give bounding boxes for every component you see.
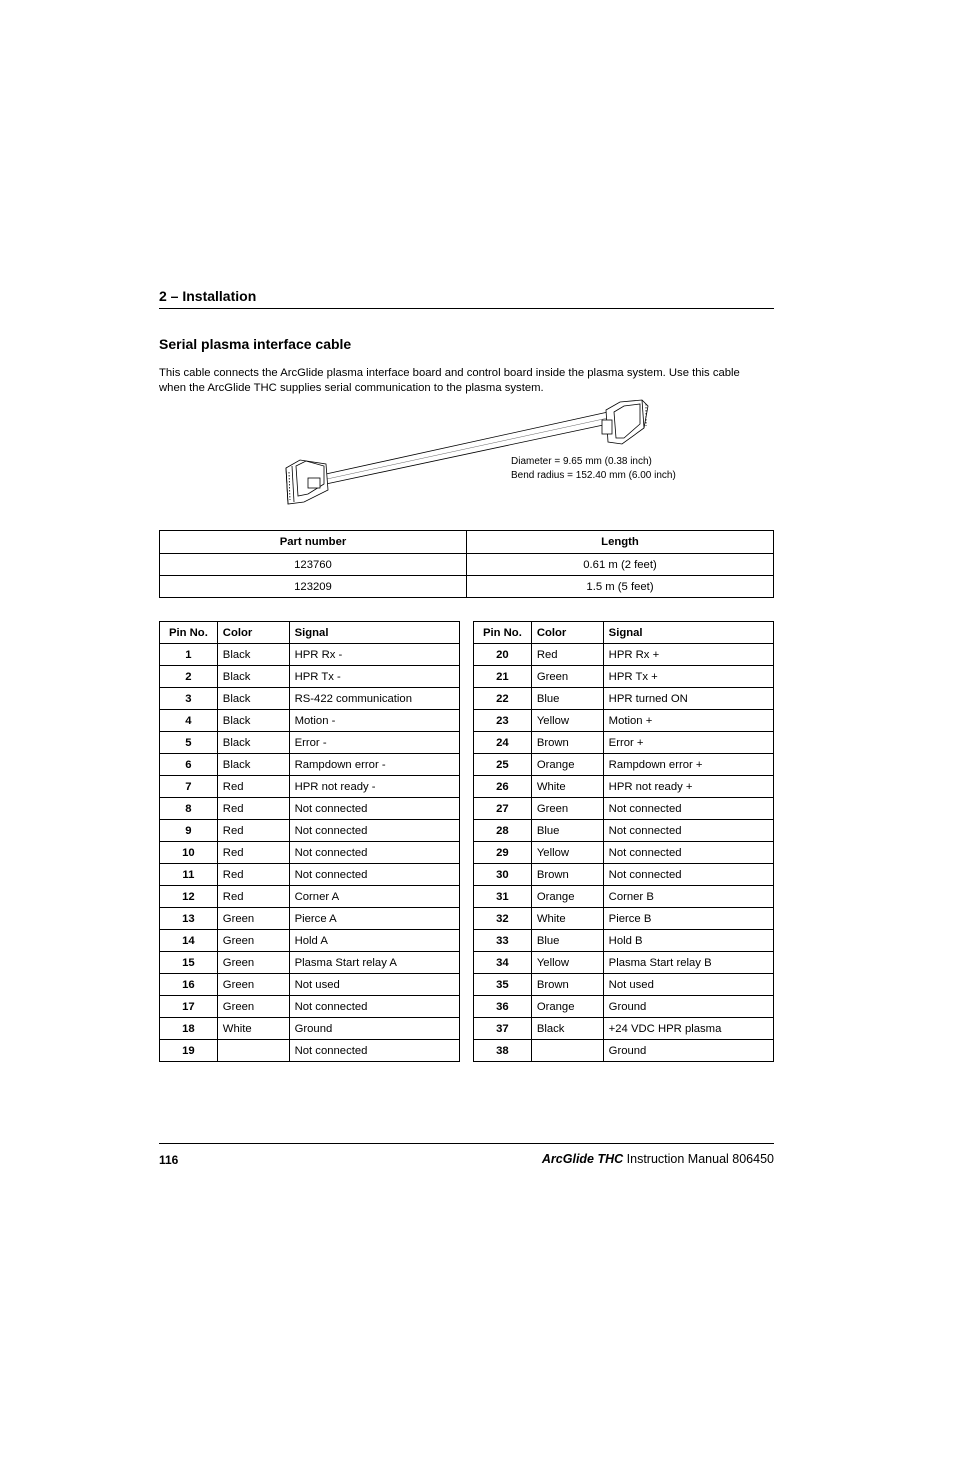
table-row bbox=[474, 930, 774, 952]
table-row bbox=[160, 1018, 460, 1040]
pin-number-cell: 9 bbox=[160, 820, 218, 842]
wire-color-cell: Black bbox=[531, 1018, 603, 1040]
header-color: Color bbox=[217, 622, 289, 644]
wire-color-cell: Green bbox=[531, 798, 603, 820]
intro-line-1: This cable connects the ArcGlide plasma interface board and control board inside the plasma system. Use this cable bbox=[159, 367, 740, 379]
intro-line-2: when the ArcGlide THC supplies serial communication to the plasma system. bbox=[159, 382, 544, 394]
wire-color-cell: Green bbox=[217, 996, 289, 1018]
cable-illustration bbox=[278, 398, 698, 510]
table-row bbox=[474, 710, 774, 732]
wire-color-cell: Blue bbox=[531, 930, 603, 952]
table-row bbox=[474, 688, 774, 710]
table-header-row bbox=[160, 622, 460, 644]
signal-cell: Not connected bbox=[289, 864, 459, 886]
document-number: 806450 bbox=[732, 1152, 774, 1166]
table-row bbox=[160, 710, 460, 732]
signal-cell: Rampdown error + bbox=[603, 754, 773, 776]
bend-radius-label: Bend radius = 152.40 mm (6.00 inch) bbox=[511, 469, 676, 481]
pin-number-cell: 5 bbox=[160, 732, 218, 754]
signal-cell: Pierce A bbox=[289, 908, 459, 930]
pin-number-cell: 19 bbox=[160, 1040, 218, 1062]
table-row bbox=[160, 554, 774, 576]
wire-color-cell: Yellow bbox=[531, 710, 603, 732]
pin-number-cell: 27 bbox=[474, 798, 532, 820]
wire-color-cell bbox=[531, 1040, 603, 1062]
table-row bbox=[474, 1018, 774, 1040]
pin-number-cell: 12 bbox=[160, 886, 218, 908]
pin-number-cell: 2 bbox=[160, 666, 218, 688]
pin-number-cell: 10 bbox=[160, 842, 218, 864]
signal-cell: Ground bbox=[289, 1018, 459, 1040]
pin-number-cell: 38 bbox=[474, 1040, 532, 1062]
wire-color-cell: Green bbox=[217, 930, 289, 952]
signal-cell: Motion + bbox=[603, 710, 773, 732]
pin-number-cell: 29 bbox=[474, 842, 532, 864]
table-row bbox=[160, 732, 460, 754]
wire-color-cell: Black bbox=[217, 754, 289, 776]
signal-cell: Not connected bbox=[289, 1040, 459, 1062]
signal-cell: Not used bbox=[289, 974, 459, 996]
document-footer bbox=[542, 1152, 774, 1166]
table-row bbox=[474, 864, 774, 886]
table-row bbox=[160, 798, 460, 820]
signal-cell: +24 VDC HPR plasma bbox=[603, 1018, 773, 1040]
signal-cell: Not connected bbox=[603, 842, 773, 864]
table-row bbox=[474, 820, 774, 842]
table-row bbox=[474, 732, 774, 754]
wire-color-cell: Red bbox=[217, 886, 289, 908]
signal-cell: Plasma Start relay B bbox=[603, 952, 773, 974]
table-row bbox=[474, 952, 774, 974]
wire-color-cell: Brown bbox=[531, 974, 603, 996]
signal-cell: Rampdown error - bbox=[289, 754, 459, 776]
wire-color-cell: Red bbox=[217, 820, 289, 842]
wire-color-cell: Yellow bbox=[531, 952, 603, 974]
wire-color-cell: Blue bbox=[531, 820, 603, 842]
table-row bbox=[474, 666, 774, 688]
header-signal: Signal bbox=[289, 622, 459, 644]
intro-paragraph bbox=[159, 366, 779, 396]
table-row bbox=[474, 886, 774, 908]
table-row bbox=[160, 576, 774, 598]
header-signal: Signal bbox=[603, 622, 773, 644]
pin-number-cell: 33 bbox=[474, 930, 532, 952]
table-row bbox=[474, 798, 774, 820]
wire-color-cell: Black bbox=[217, 710, 289, 732]
table-row bbox=[474, 974, 774, 996]
pin-number-cell: 15 bbox=[160, 952, 218, 974]
header-pin-no: Pin No. bbox=[474, 622, 532, 644]
signal-cell: Not connected bbox=[603, 820, 773, 842]
table-row bbox=[160, 842, 460, 864]
wire-color-cell: Green bbox=[217, 952, 289, 974]
header-length: Length bbox=[467, 531, 774, 554]
pin-number-cell: 18 bbox=[160, 1018, 218, 1040]
signal-cell: Motion - bbox=[289, 710, 459, 732]
wire-color-cell: White bbox=[531, 908, 603, 930]
table-row bbox=[160, 952, 460, 974]
table-row bbox=[474, 644, 774, 666]
diameter-label: Diameter = 9.65 mm (0.38 inch) bbox=[511, 456, 652, 467]
signal-cell: Not used bbox=[603, 974, 773, 996]
table-row bbox=[474, 776, 774, 798]
table-row bbox=[160, 864, 460, 886]
table-header-row bbox=[160, 531, 774, 554]
pin-number-cell: 32 bbox=[474, 908, 532, 930]
wire-color-cell bbox=[217, 1040, 289, 1062]
wire-color-cell: Brown bbox=[531, 732, 603, 754]
pin-number-cell: 34 bbox=[474, 952, 532, 974]
signal-cell: Not connected bbox=[289, 798, 459, 820]
pin-number-cell: 21 bbox=[474, 666, 532, 688]
wire-color-cell: Black bbox=[217, 688, 289, 710]
wire-color-cell: Brown bbox=[531, 864, 603, 886]
manual-type: Instruction Manual bbox=[626, 1152, 729, 1166]
wire-color-cell: Red bbox=[217, 776, 289, 798]
pin-number-cell: 16 bbox=[160, 974, 218, 996]
length-cell: 1.5 m (5 feet) bbox=[467, 576, 774, 598]
signal-cell: Not connected bbox=[289, 996, 459, 1018]
table-row bbox=[160, 820, 460, 842]
table-row bbox=[160, 688, 460, 710]
table-row bbox=[474, 754, 774, 776]
length-cell: 0.61 m (2 feet) bbox=[467, 554, 774, 576]
header-color: Color bbox=[531, 622, 603, 644]
section-title: Serial plasma interface cable bbox=[159, 336, 352, 352]
pin-number-cell: 20 bbox=[474, 644, 532, 666]
table-row bbox=[474, 1040, 774, 1062]
signal-cell: HPR Rx - bbox=[289, 644, 459, 666]
pin-number-cell: 36 bbox=[474, 996, 532, 1018]
page-number: 116 bbox=[159, 1153, 179, 1167]
signal-cell: RS-422 communication bbox=[289, 688, 459, 710]
table-row bbox=[160, 644, 460, 666]
pin-number-cell: 14 bbox=[160, 930, 218, 952]
wire-color-cell: Green bbox=[217, 974, 289, 996]
table-row bbox=[160, 930, 460, 952]
wire-color-cell: Black bbox=[217, 644, 289, 666]
signal-cell: HPR not ready + bbox=[603, 776, 773, 798]
wire-color-cell: Orange bbox=[531, 754, 603, 776]
wire-color-cell: Green bbox=[217, 908, 289, 930]
signal-cell: Not connected bbox=[603, 798, 773, 820]
wire-color-cell: White bbox=[531, 776, 603, 798]
pin-number-cell: 22 bbox=[474, 688, 532, 710]
pin-number-cell: 25 bbox=[474, 754, 532, 776]
pin-number-cell: 8 bbox=[160, 798, 218, 820]
signal-cell: Plasma Start relay A bbox=[289, 952, 459, 974]
pin-number-cell: 31 bbox=[474, 886, 532, 908]
pin-number-cell: 11 bbox=[160, 864, 218, 886]
table-row bbox=[160, 886, 460, 908]
signal-cell: Hold B bbox=[603, 930, 773, 952]
pin-number-cell: 1 bbox=[160, 644, 218, 666]
table-row bbox=[160, 666, 460, 688]
wire-color-cell: Red bbox=[217, 798, 289, 820]
signal-cell: Ground bbox=[603, 1040, 773, 1062]
product-name: ArcGlide THC bbox=[541, 1152, 624, 1166]
pin-number-cell: 28 bbox=[474, 820, 532, 842]
wire-color-cell: White bbox=[217, 1018, 289, 1040]
pin-number-cell: 4 bbox=[160, 710, 218, 732]
chapter-heading: 2 – Installation bbox=[159, 288, 257, 304]
pin-table-left bbox=[159, 621, 460, 1062]
wire-color-cell: Orange bbox=[531, 996, 603, 1018]
wire-color-cell: Red bbox=[217, 864, 289, 886]
header-part-number: Part number bbox=[160, 531, 467, 554]
table-row bbox=[160, 1040, 460, 1062]
signal-cell: Ground bbox=[603, 996, 773, 1018]
signal-cell: Error + bbox=[603, 732, 773, 754]
signal-cell: HPR Tx - bbox=[289, 666, 459, 688]
signal-cell: HPR Tx + bbox=[603, 666, 773, 688]
signal-cell: HPR Rx + bbox=[603, 644, 773, 666]
pin-number-cell: 6 bbox=[160, 754, 218, 776]
signal-cell: Corner A bbox=[289, 886, 459, 908]
table-row bbox=[160, 996, 460, 1018]
pin-number-cell: 3 bbox=[160, 688, 218, 710]
pin-number-cell: 17 bbox=[160, 996, 218, 1018]
header-pin-no: Pin No. bbox=[160, 622, 218, 644]
part-number-table bbox=[159, 530, 774, 598]
pin-number-cell: 23 bbox=[474, 710, 532, 732]
table-row bbox=[160, 776, 460, 798]
wire-color-cell: Black bbox=[217, 666, 289, 688]
wire-color-cell: Blue bbox=[531, 688, 603, 710]
pin-number-cell: 35 bbox=[474, 974, 532, 996]
pin-table-right bbox=[473, 621, 774, 1062]
left-connector bbox=[286, 460, 328, 504]
signal-cell: HPR turned ON bbox=[603, 688, 773, 710]
header-rule bbox=[159, 308, 774, 309]
wire-color-cell: Yellow bbox=[531, 842, 603, 864]
signal-cell: HPR not ready - bbox=[289, 776, 459, 798]
table-row bbox=[474, 842, 774, 864]
cable-spec-note bbox=[511, 455, 676, 482]
table-row bbox=[160, 754, 460, 776]
signal-cell: Hold A bbox=[289, 930, 459, 952]
signal-cell: Not connected bbox=[289, 842, 459, 864]
part-number-cell: 123209 bbox=[160, 576, 467, 598]
wire-color-cell: Orange bbox=[531, 886, 603, 908]
table-row bbox=[474, 908, 774, 930]
right-connector bbox=[602, 400, 648, 444]
signal-cell: Corner B bbox=[603, 886, 773, 908]
signal-cell: Error - bbox=[289, 732, 459, 754]
wire-color-cell: Red bbox=[531, 644, 603, 666]
table-header-row bbox=[474, 622, 774, 644]
pin-number-cell: 13 bbox=[160, 908, 218, 930]
footer-rule bbox=[159, 1143, 774, 1144]
signal-cell: Not connected bbox=[289, 820, 459, 842]
part-number-cell: 123760 bbox=[160, 554, 467, 576]
wire-color-cell: Green bbox=[531, 666, 603, 688]
wire-color-cell: Red bbox=[217, 842, 289, 864]
wire-color-cell: Black bbox=[217, 732, 289, 754]
signal-cell: Pierce B bbox=[603, 908, 773, 930]
table-row bbox=[474, 996, 774, 1018]
pin-number-cell: 24 bbox=[474, 732, 532, 754]
pin-number-cell: 30 bbox=[474, 864, 532, 886]
table-row bbox=[160, 974, 460, 996]
pin-number-cell: 37 bbox=[474, 1018, 532, 1040]
pin-number-cell: 7 bbox=[160, 776, 218, 798]
signal-cell: Not connected bbox=[603, 864, 773, 886]
pin-number-cell: 26 bbox=[474, 776, 532, 798]
table-row bbox=[160, 908, 460, 930]
